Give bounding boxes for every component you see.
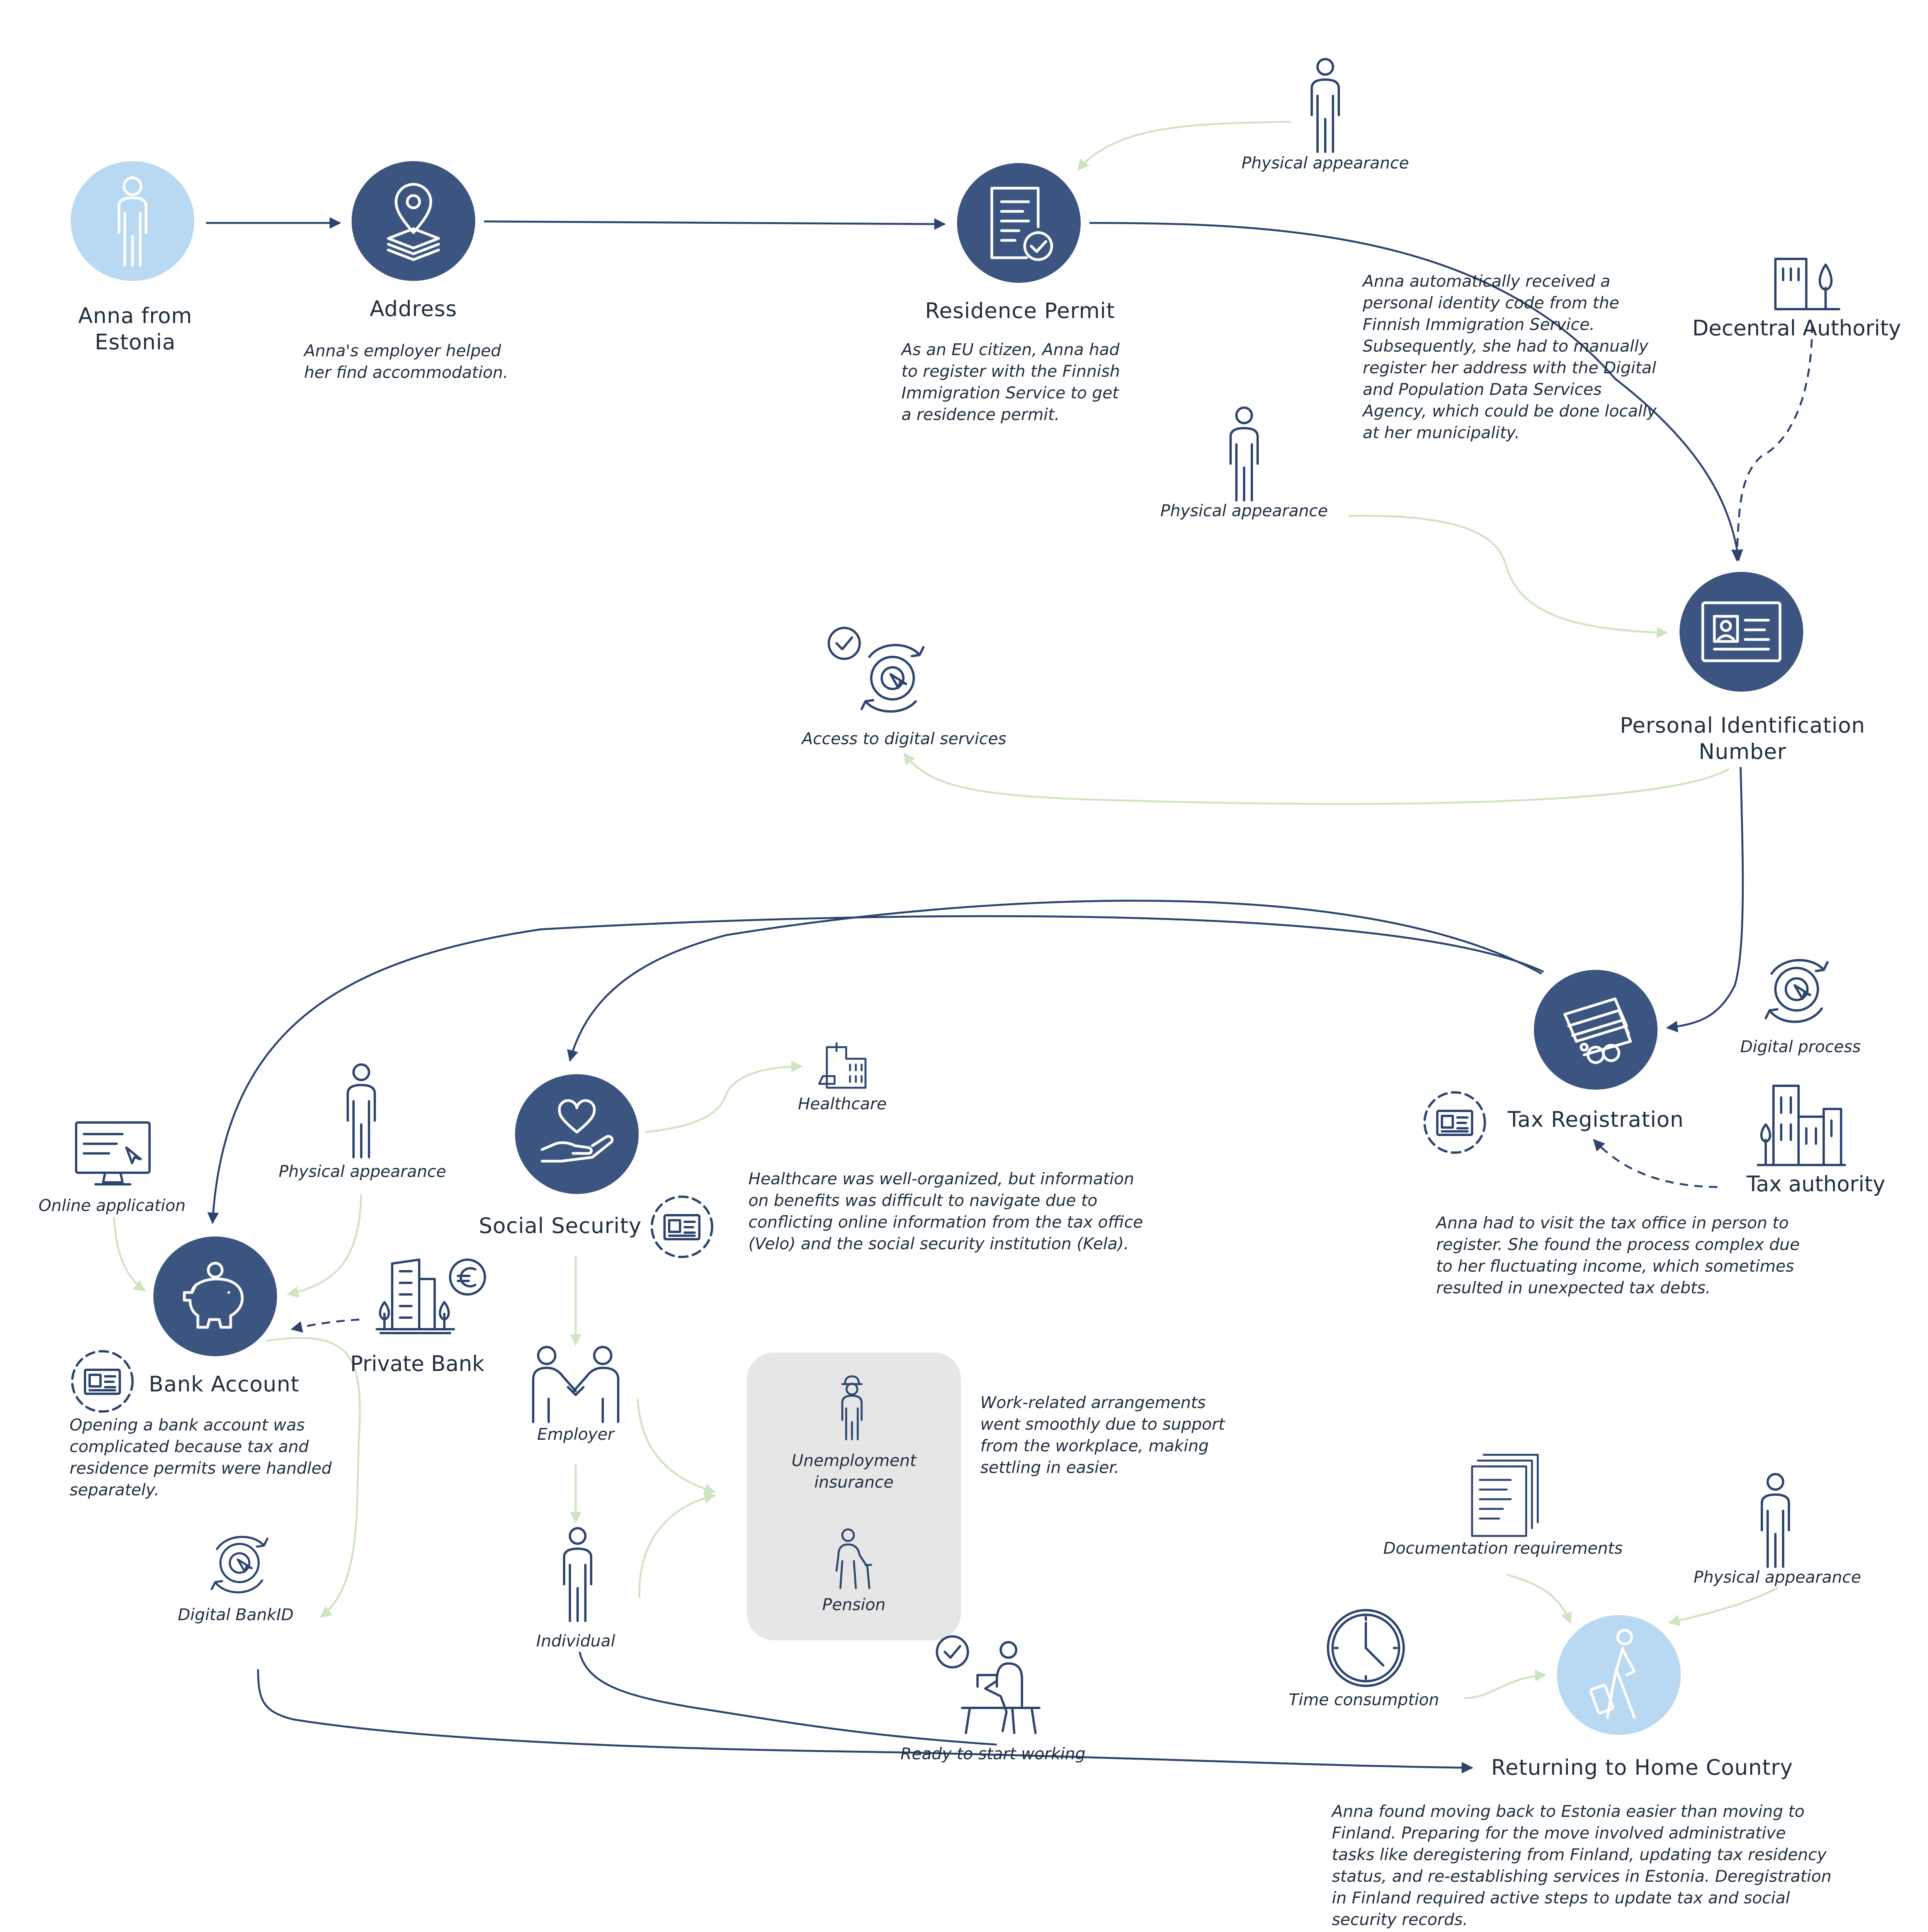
node-address-title: Address [369,296,457,321]
node-pin-note: Anna automatically received a personal identity code from the Finnish Immigration Service. Subsequently, she had to manually register her address with the Digital and Population Data Services Agency, which could be done locally at her municipality. [1363,272,1657,442]
label-private-bank: Private Bank [350,1351,485,1376]
label-digital-bankid: Digital BankID [178,1605,294,1624]
piggy-bank-icon [180,1262,250,1331]
id-card-icon [649,1194,715,1260]
node-residence-permit [957,163,1081,283]
label-physical-appearance: Physical appearance [279,1162,446,1181]
label-decentral-authority: Decentral Authority [1692,316,1901,340]
label-online-application: Online application [38,1196,186,1215]
label-individual: Individual [536,1631,615,1650]
node-tax-registration [1534,970,1658,1090]
arrow-decentral-to-pin [1737,325,1812,560]
handshake-icon [525,1345,626,1422]
worker-icon [838,1376,865,1441]
label-tax-authority: Tax authority [1746,1172,1885,1196]
computer-icon [74,1121,151,1186]
label-unemployment-insurance: Unemployment insurance [791,1451,916,1492]
label-digital-process: Digital process [1740,1037,1861,1056]
arrow-taxauth-to-tax [1594,1140,1717,1187]
node-residence-permit-note: As an EU citizen, Anna had to register with the Finnish Immigration Service to get a residence permit. [901,340,1120,424]
node-pin-title: Personal Identification Number [1620,713,1865,764]
node-bank-account [153,1236,277,1356]
label-time-consumption: Time consumption [1289,1690,1439,1709]
node-social-security-note: Healthcare was well-organized, but information on benefits was difficult to navigate due to conflicting online information from the tax office (Velo) and the social security institution (Kela). [748,1169,1143,1253]
digital-process-icon [201,1528,278,1598]
hospital-icon [819,1039,869,1090]
label-documentation-requirements: Documentation requirements [1383,1539,1623,1558]
node-anna [71,161,194,281]
person-icon [1225,406,1263,502]
digital-services-icon [827,626,939,719]
node-anna-title: Anna from Estonia [78,303,192,354]
elderly-person-icon [833,1528,875,1590]
arrow-physical-to-returning [1669,1588,1777,1623]
label-ready-to-start-working: Ready to start working [900,1744,1086,1763]
label-access-digital-services: Access to digital services [802,729,1007,748]
node-residence-permit-title: Residence Permit [925,298,1115,323]
office-buildings-icon [1758,1082,1847,1167]
node-returning-note: Anna found moving back to Estonia easier than moving to Finland. Preparing for the move involved administrative tasks like deregistering from Finland, updating tax residency status, and re-establishing services in Estonia. Deregistration in Finland required active steps to update tax and social security records. [1332,1802,1832,1929]
id-card-icon [70,1349,135,1414]
id-card-icon [1701,601,1782,663]
label-physical-appearance: Physical appearance [1241,153,1409,172]
node-bank-account-note: Opening a bank account was complicated because tax and residence permits were handled separately. [70,1415,332,1499]
arrow-online-to-bank [114,1217,145,1291]
node-pin [1680,572,1803,692]
label-pension: Pension [822,1595,886,1614]
bank-building-icon [377,1256,489,1333]
node-address-note: Anna's employer helped her find accommodation. [304,341,508,382]
person-icon [342,1063,381,1159]
arrow-docs-to-returning [1507,1575,1571,1623]
person-icon [102,175,163,267]
node-tax-registration-note: Anna had to visit the tax office in person to register. She found the process complex due to her fluctuating income, which sometimes resulted in unexpected tax debts. [1436,1213,1800,1297]
documents-icon [1468,1453,1540,1538]
traveler-icon [1592,1629,1646,1721]
arrow-pin-to-tax [1667,767,1743,1028]
arrow-individual-to-box [639,1495,715,1598]
label-physical-appearance: Physical appearance [1160,501,1328,520]
arrow-employer-to-box [638,1399,715,1492]
person-icon [1306,57,1345,154]
node-address [352,161,475,281]
node-returning-title: Returning to Home Country [1491,1755,1793,1780]
arrow-address-to-permit [484,221,945,224]
money-icon [1557,991,1634,1068]
location-pin-icon [384,182,442,260]
label-employer: Employer [537,1425,614,1444]
label-physical-appearance: Physical appearance [1693,1568,1861,1587]
arrow-time-to-returning [1464,1675,1545,1698]
arrow-physical-to-pin [1348,516,1667,633]
arrow-tax-to-social [570,901,1542,1061]
label-work-note: Work-related arrangements went smoothly due to support from the workplace, making settling in easier. [980,1393,1225,1477]
node-tax-registration-title: Tax Registration [1508,1107,1684,1132]
line-individual-to-ready [580,1652,997,1745]
document-check-icon [984,184,1054,262]
person-icon [1756,1472,1795,1569]
node-bank-account-title: Bank Account [149,1372,299,1396]
person-icon [558,1526,597,1623]
heart-hand-icon [538,1099,615,1169]
node-social-security [515,1074,639,1194]
digital-process-icon [1754,951,1839,1028]
id-card-icon [1422,1090,1488,1155]
person-at-desk-icon [935,1634,1043,1735]
node-returning [1557,1615,1681,1735]
node-social-security-title: Social Security [479,1213,642,1238]
line-bankid-to-ready [258,1669,896,1752]
building-icon [1772,257,1841,311]
label-healthcare: Healthcare [798,1094,887,1113]
arrow-privatebank-to-bank [292,1320,359,1329]
clock-icon [1325,1607,1406,1689]
arrow-physical-to-bank [288,1194,361,1294]
